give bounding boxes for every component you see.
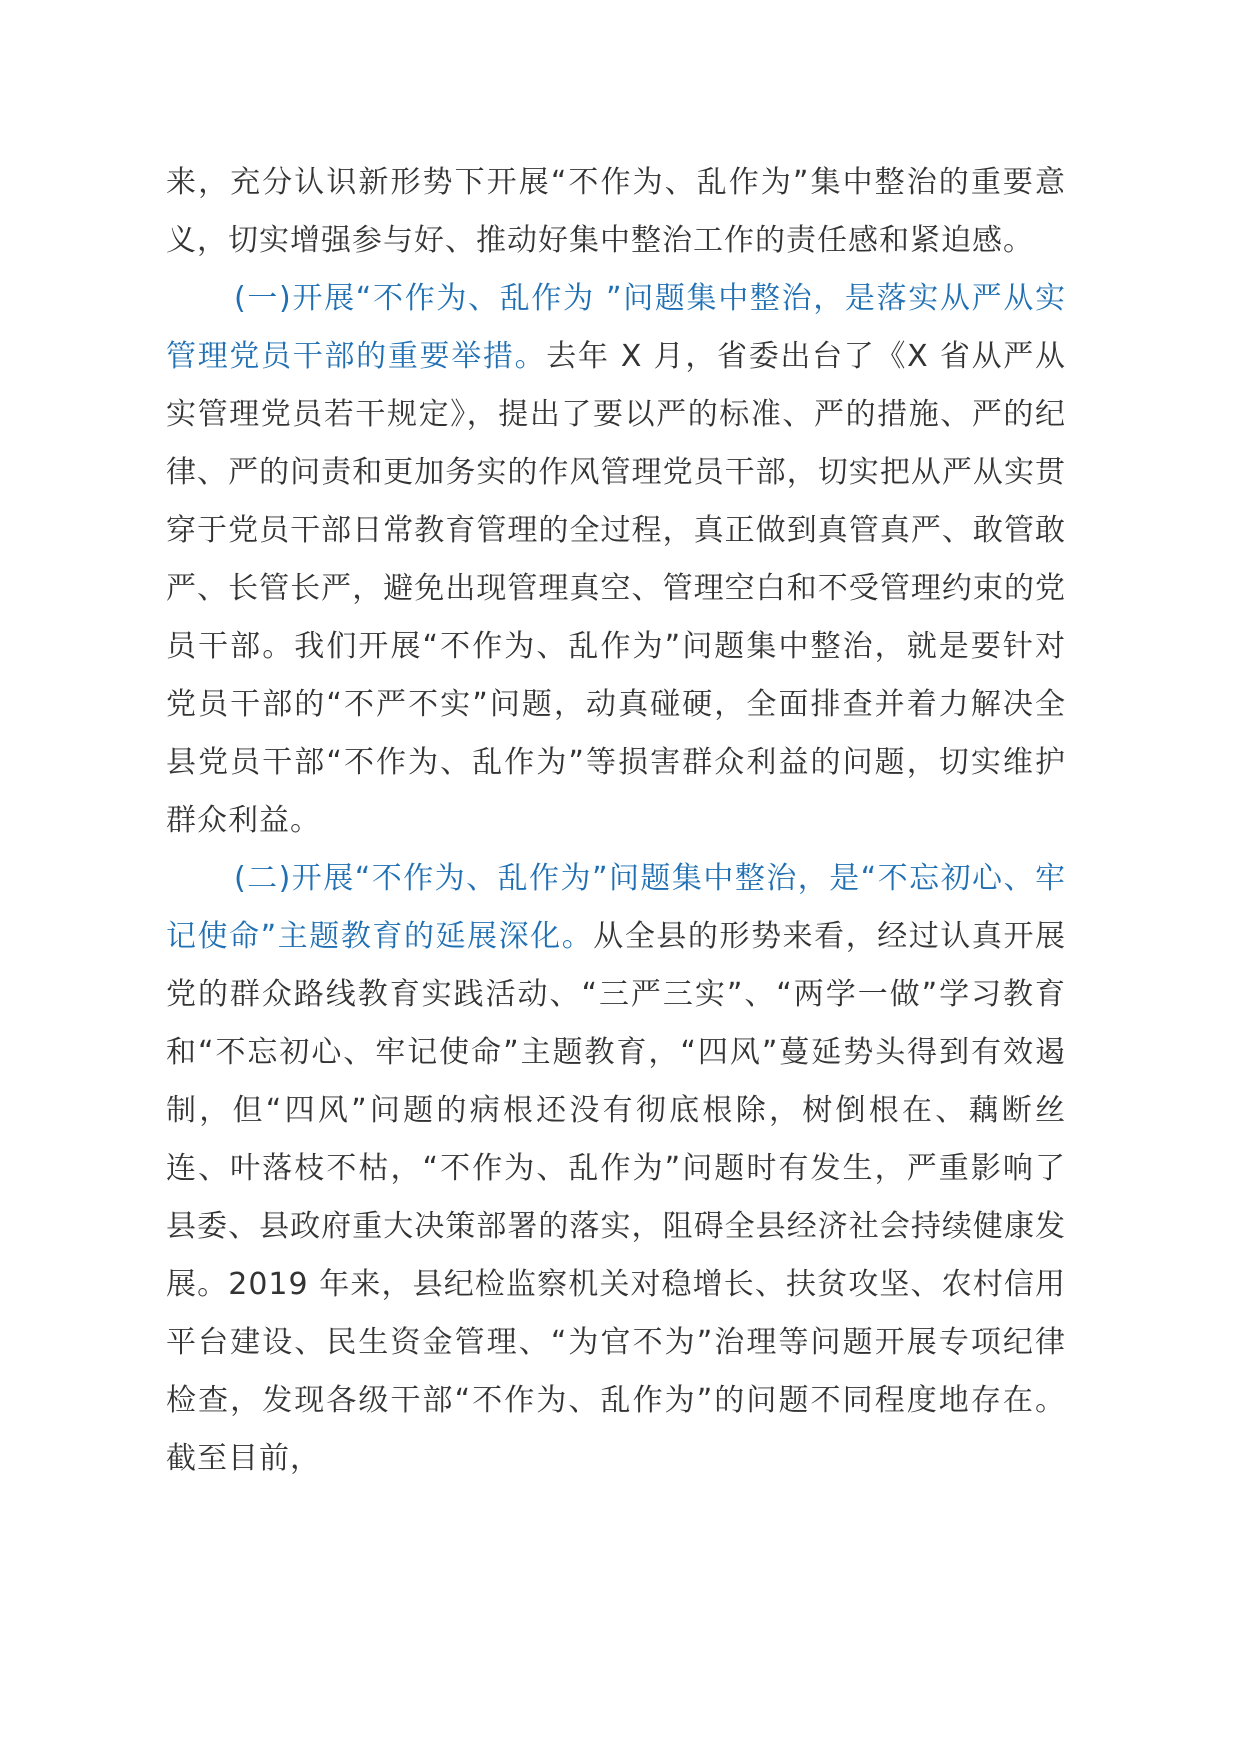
section-1-heading: (一)开展“不作为、乱作为 ”问题集中整治，是落实从严从实管理党员干部的重要举措。: [166, 281, 1066, 374]
paragraph-continuation: [166, 154, 1066, 270]
paragraph-1-text: 来，充分认识新形势下开展“不作为、乱作为”集中整治的重要意义，切实增强参与好、推动好集中整治工作的责任感和紧迫感。: [166, 165, 1066, 258]
document-page: [166, 154, 1066, 1488]
section-2-heading: (二)开展“不作为、乱作为”问题集中整治，是“不忘初心、牢记使命”主题教育的延展深化。: [166, 861, 1066, 954]
section-2-paragraph: [166, 850, 1066, 1488]
section-2-body: 从全县的形势来看，经过认真开展党的群众路线教育实践活动、“三严三实”、“两学一做”学习教育和“不忘初心、牢记使命”主题教育，“四风”蔓延势头得到有效遏制，但“四风”问题的病根还没有彻底根除，树倒根在、藕断丝连、叶落枝不枯，“不作为、乱作为”问题时有发生，严重影响了县委、县政府重大决策部署的落实，阻碍全县经济社会持续健康发展。2019 年来，县纪检监察机关对稳增长、扶贫攻坚、农村信用平台建设、民生资金管理、“为官不为”治理等问题开展专项纪律检查，发现各级干部“不作为、乱作为”的问题不同程度地存在。截至目前，: [166, 919, 1067, 1476]
section-1-paragraph: [166, 270, 1066, 850]
section-1-body: 去年 X 月，省委出台了《X 省从严从实管理党员若干规定》，提出了要以严的标准、严的措施、严的纪律、严的问责和更加务实的作风管理党员干部，切实把从严从实贯穿于党员干部日常教育管理的全过程，真正做到真管真严、敢管敢严、长管长严，避免出现管理真空、管理空白和不受管理约束的党员干部。我们开展“不作为、乱作为”问题集中整治，就是要针对党员干部的“不严不实”问题，动真碰硬，全面排查并着力解决全县党员干部“不作为、乱作为”等损害群众利益的问题，切实维护群众利益。: [166, 339, 1066, 838]
